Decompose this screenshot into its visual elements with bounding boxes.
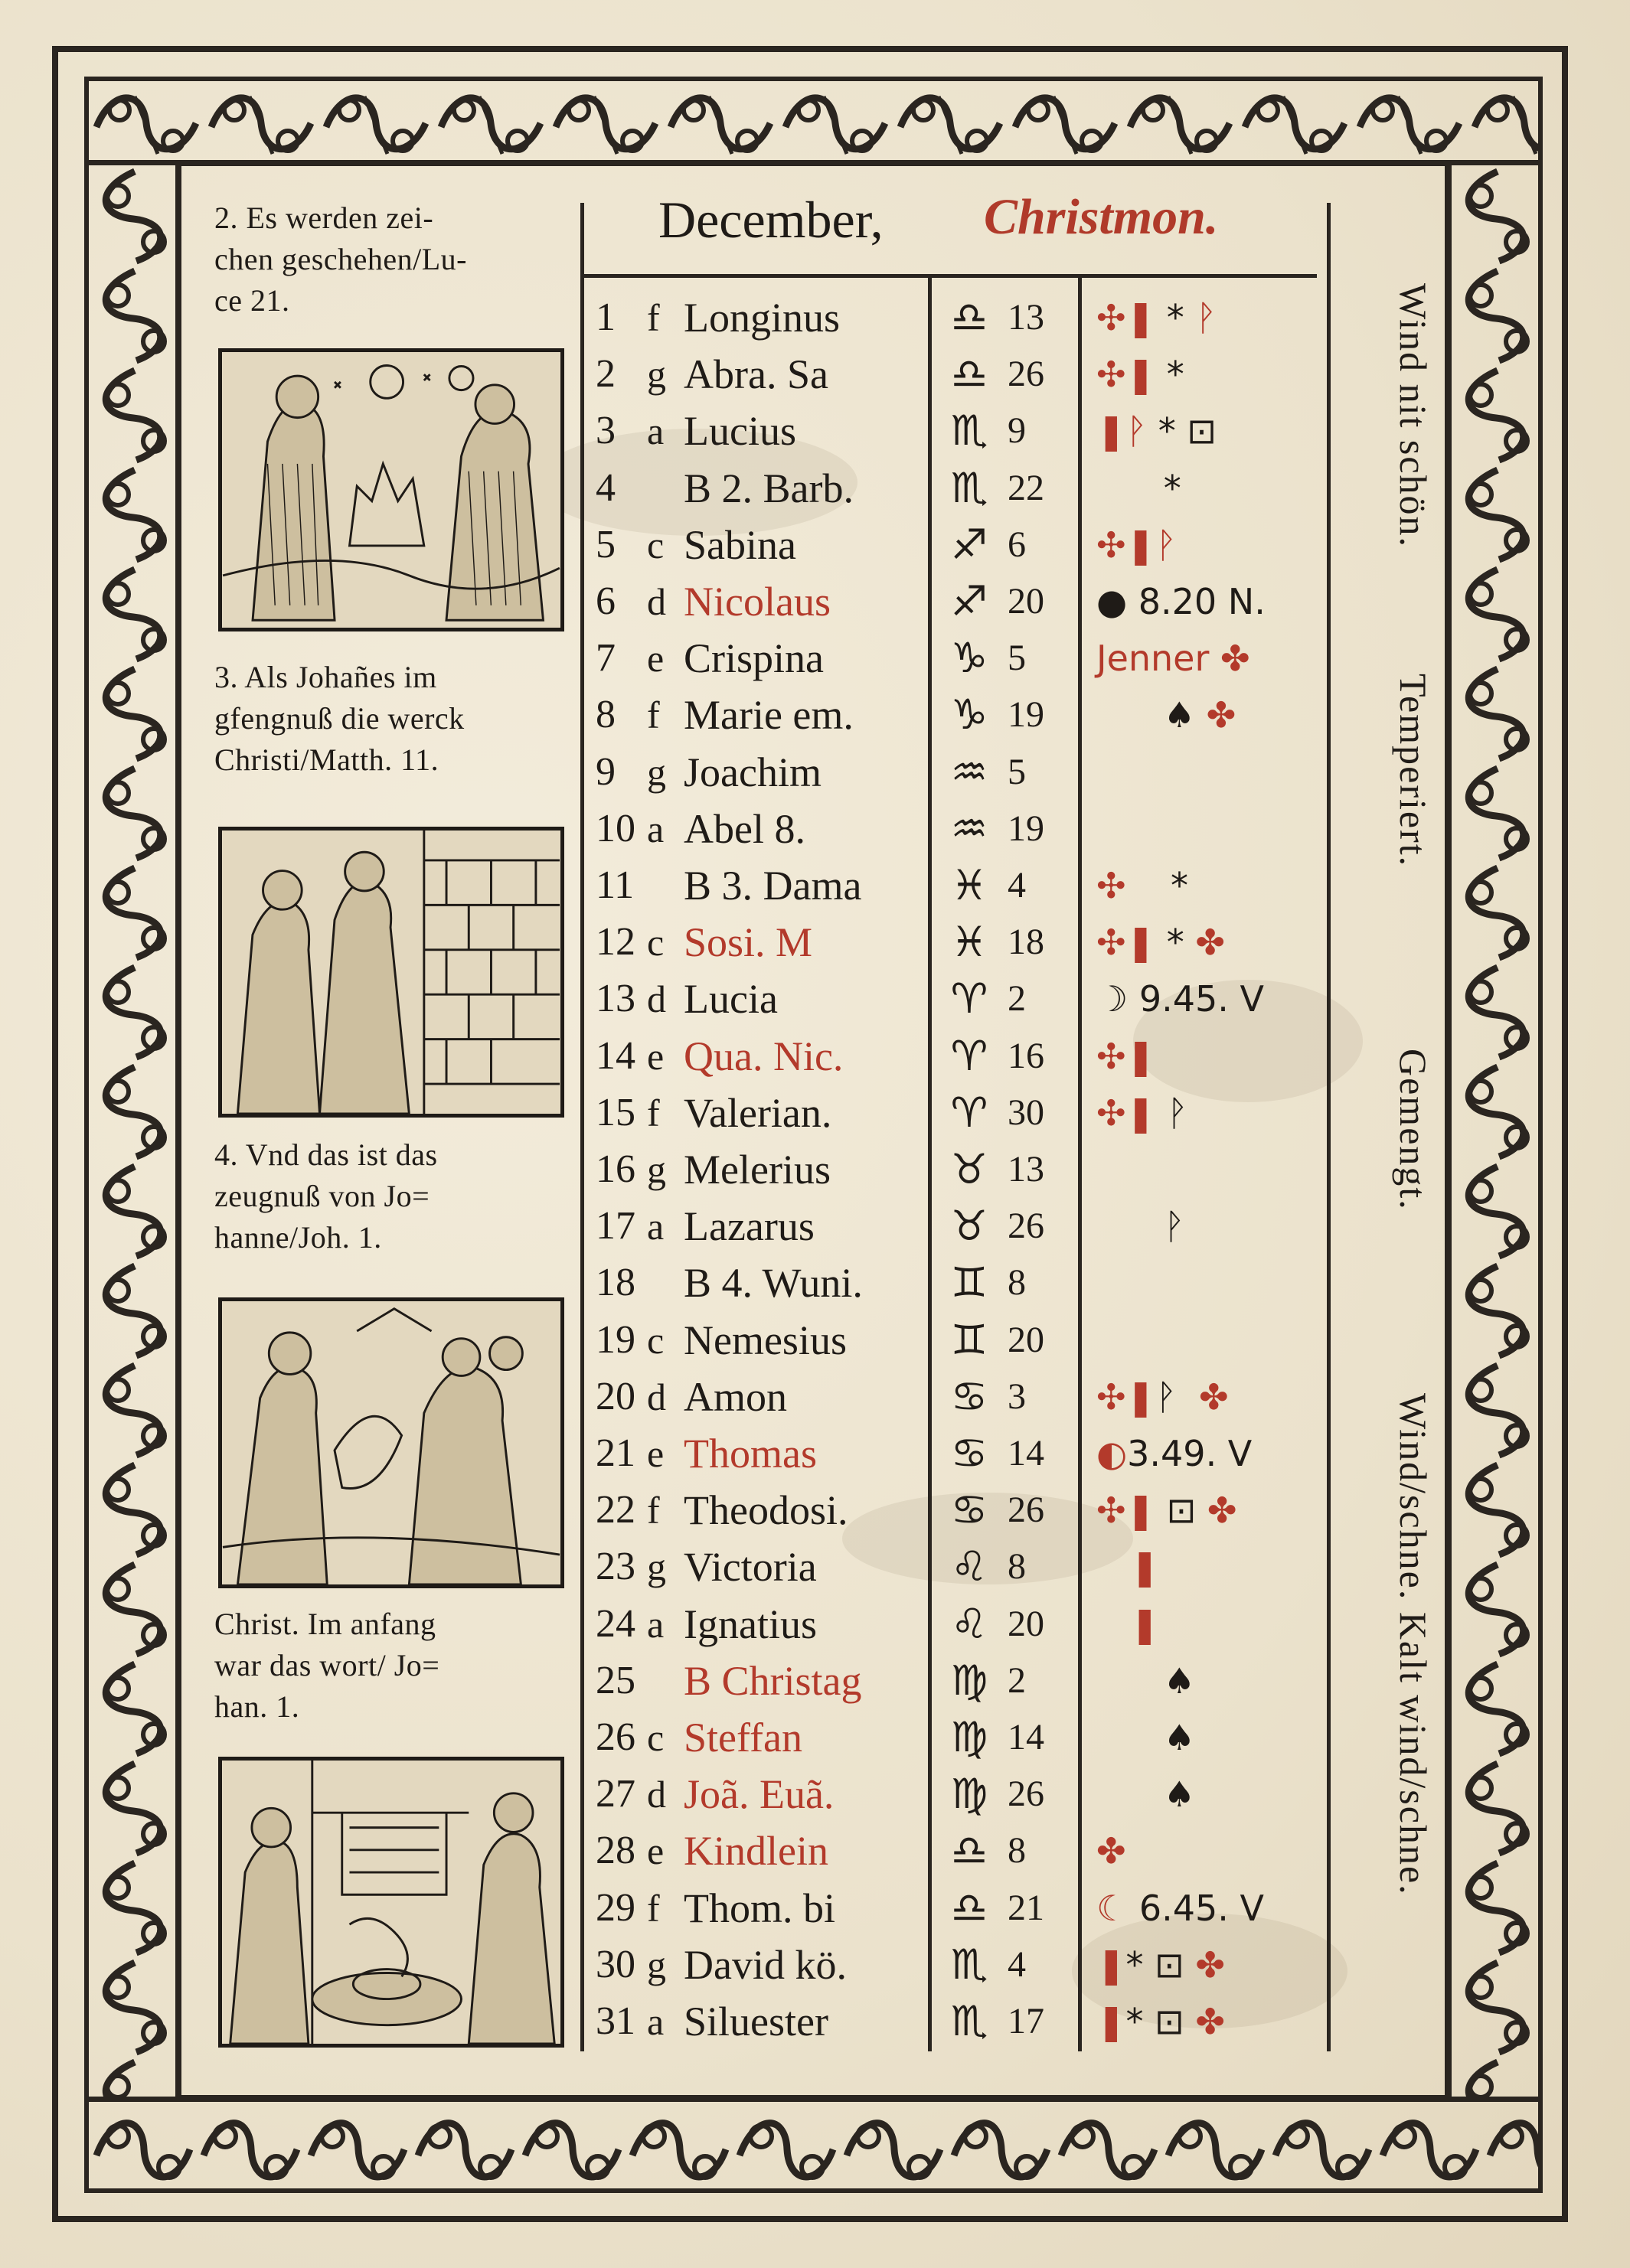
day-number: 28 <box>596 1829 635 1873</box>
dominical-letter: e <box>647 637 665 680</box>
zodiac-degree: 26 <box>1008 1774 1044 1815</box>
sign-glyph: * <box>1155 297 1196 338</box>
sign-glyph: ♠ <box>1096 694 1207 736</box>
dominical-letter: g <box>647 353 666 396</box>
cancer-icon: ♋ <box>950 1429 988 1477</box>
dominical-letter: f <box>647 1489 660 1532</box>
gemini-icon: ♊ <box>950 1258 988 1307</box>
gospel-text-3: 4. Vnd das ist das zeugnuß von Jo= hanne/Joh. 1. <box>214 1137 438 1255</box>
astrological-signs <box>1096 1425 1326 1482</box>
sign-glyph: * <box>1155 922 1196 964</box>
sign-glyph: ❚ <box>1096 1603 1160 1645</box>
gospel-text-2: 3. Als Johañes im gfengnuß die werck Christi/Matth. 11. <box>214 660 465 777</box>
zodiac-degree: 26 <box>1008 1490 1044 1531</box>
gospel-text-4: Christ. Im anfang war das wort/ Jo= han. 1. <box>214 1607 440 1724</box>
calendar-row <box>0 1198 1455 1255</box>
sign-glyph: ❚ <box>1125 922 1156 964</box>
sign-glyph: ᚹ <box>1125 410 1148 452</box>
saint-name: B 4. Wuni. <box>684 1260 863 1307</box>
day-number: 7 <box>596 636 616 680</box>
sign-glyph: ❚ <box>1096 1943 1126 1986</box>
astrological-signs <box>1096 1482 1326 1539</box>
astrological-signs <box>1096 346 1326 403</box>
zodiac-degree: 8 <box>1008 1830 1026 1872</box>
sign-glyph: ♠ <box>1096 1717 1195 1758</box>
day-number: 8 <box>596 693 616 737</box>
weather-note-4: Wind/schne. Kalt wind/schne. <box>1392 1393 1435 1896</box>
day-number: 3 <box>596 409 616 453</box>
zodiac-degree: 6 <box>1008 524 1026 565</box>
day-number: 12 <box>596 920 635 964</box>
zodiac-degree: 2 <box>1008 978 1026 1020</box>
zodiac-degree: 18 <box>1008 922 1044 963</box>
zodiac-degree: 8 <box>1008 1262 1026 1304</box>
dominical-letter: a <box>647 410 665 453</box>
dominical-letter: d <box>647 1375 666 1418</box>
saint-name: Siluester <box>684 1999 828 2044</box>
calendar-row <box>0 1141 1455 1198</box>
day-number: 31 <box>596 1999 635 2043</box>
day-number: 23 <box>596 1545 635 1589</box>
pisces-icon: ♓ <box>950 861 988 909</box>
sign-glyph: ❚ <box>1096 410 1126 452</box>
sign-glyph: ☾ <box>1096 1887 1129 1929</box>
sign-glyph: * <box>1125 865 1189 906</box>
zodiac-degree: 19 <box>1008 694 1044 736</box>
zodiac-degree: 19 <box>1008 808 1044 849</box>
sagittarius-icon: ♐ <box>950 520 988 569</box>
saint-name: Amon <box>684 1373 787 1420</box>
sign-glyph: ❚ <box>1096 1546 1160 1588</box>
saint-name: Nicolaus <box>684 579 831 625</box>
aquarius-icon: ♒ <box>950 747 988 796</box>
saint-name: Nemesius <box>684 1317 847 1363</box>
calendar-row <box>0 1766 1455 1823</box>
scorpio-icon: ♏ <box>950 1940 988 1989</box>
dominical-letter: g <box>647 1943 666 1986</box>
zodiac-degree: 16 <box>1008 1035 1044 1076</box>
saint-name: Joachim <box>684 749 822 795</box>
sign-glyph: ☽ 9.45. V <box>1096 978 1264 1020</box>
day-number: 13 <box>596 977 635 1021</box>
sign-glyph: ● 8.20 N. <box>1096 581 1266 622</box>
calendar-row <box>0 1425 1455 1482</box>
calendar-row <box>0 289 1455 346</box>
saint-name: Lazarus <box>684 1203 815 1250</box>
astrological-signs <box>1096 1993 1326 2050</box>
calendar-row <box>0 801 1455 857</box>
sign-glyph: ◐ <box>1096 1433 1128 1474</box>
header-rule <box>582 274 1317 278</box>
cancer-icon: ♋ <box>950 1372 988 1421</box>
dominical-letter: e <box>647 1432 665 1475</box>
calendar-row <box>0 1369 1455 1425</box>
sign-glyph: ❚ <box>1125 1375 1156 1418</box>
aries-icon: ♈ <box>950 1088 988 1137</box>
sign-glyph: ✤ <box>1195 922 1225 964</box>
saint-name: David kö. <box>684 1941 847 1988</box>
taurus-icon: ♉ <box>950 1202 988 1251</box>
sign-glyph: ❚ <box>1096 2001 1126 2042</box>
aries-icon: ♈ <box>950 974 988 1023</box>
day-number: 20 <box>596 1374 635 1418</box>
calendar-row <box>0 630 1455 687</box>
astrological-signs <box>1096 914 1326 971</box>
pisces-icon: ♓ <box>950 918 988 967</box>
saint-name: B Christag <box>684 1657 862 1704</box>
dominical-letter: d <box>647 977 666 1021</box>
day-number: 10 <box>596 806 635 850</box>
astrological-signs <box>1096 1198 1326 1255</box>
zodiac-degree: 20 <box>1008 1603 1044 1644</box>
astrological-signs <box>1096 857 1326 914</box>
dominical-letter: c <box>647 1716 665 1759</box>
saint-name: Sabina <box>684 521 796 568</box>
saint-name: Thom. bi <box>684 1885 835 1931</box>
day-number: 14 <box>596 1033 635 1078</box>
zodiac-degree: 13 <box>1008 297 1044 338</box>
dominical-letter: d <box>647 1773 666 1816</box>
month-title: December, <box>658 191 884 249</box>
sign-glyph: ✣ <box>1096 297 1126 338</box>
sign-glyph: * ⊡ <box>1125 1943 1196 1986</box>
day-number: 21 <box>596 1431 635 1475</box>
day-number: 9 <box>596 749 616 794</box>
zodiac-degree: 2 <box>1008 1659 1026 1701</box>
sign-glyph: 6.45. V <box>1128 1887 1265 1929</box>
day-number: 27 <box>596 1772 635 1816</box>
zodiac-degree: 9 <box>1008 410 1026 452</box>
month-name: Christmon. <box>984 189 1219 245</box>
zodiac-degree: 4 <box>1008 865 1026 906</box>
scorpio-icon: ♏ <box>950 406 988 455</box>
libra-icon: ♎ <box>950 1826 988 1875</box>
astrological-signs <box>1096 1880 1326 1937</box>
sagittarius-icon: ♐ <box>950 577 988 625</box>
calendar-row <box>0 1028 1455 1085</box>
leo-icon: ♌ <box>950 1542 988 1591</box>
sign-glyph: ✤ <box>1195 2001 1225 2042</box>
zodiac-degree: 30 <box>1008 1092 1044 1133</box>
calendar-row <box>0 403 1455 459</box>
calendar-row <box>0 1255 1455 1311</box>
capricorn-icon: ♑ <box>950 634 988 683</box>
ornament-scroll-icon <box>89 81 1543 165</box>
day-number: 1 <box>596 295 616 339</box>
day-number: 15 <box>596 1090 635 1134</box>
calendar-row <box>0 346 1455 403</box>
sign-glyph: ✣ <box>1096 1035 1126 1077</box>
saint-name: Joã. Euã. <box>684 1771 835 1818</box>
calendar-row <box>0 517 1455 573</box>
dominical-letter: f <box>647 296 660 339</box>
saint-name: Melerius <box>684 1147 831 1193</box>
dominical-letter: a <box>647 1205 665 1248</box>
calendar-row <box>0 1312 1455 1369</box>
calendar-row <box>0 971 1455 1027</box>
sign-glyph: ᚹ <box>1096 1206 1185 1248</box>
ornament-band-right <box>1447 161 1543 2101</box>
astrological-signs <box>1096 1653 1326 1709</box>
zodiac-degree: 26 <box>1008 354 1044 395</box>
sign-glyph: ✤ <box>1206 694 1236 736</box>
zodiac-degree: 21 <box>1008 1887 1044 1928</box>
sign-glyph: ✤ <box>1207 1490 1237 1532</box>
calendar-row <box>0 1653 1455 1709</box>
virgo-icon: ♍ <box>950 1713 988 1761</box>
aries-icon: ♈ <box>950 1031 988 1080</box>
scorpio-icon: ♏ <box>950 463 988 512</box>
astrological-signs <box>1096 460 1326 517</box>
astrological-signs <box>1096 517 1326 573</box>
saint-name: Marie em. <box>684 692 854 739</box>
sign-glyph: ❚ <box>1125 1035 1156 1077</box>
calendar-row <box>0 914 1455 971</box>
day-number: 26 <box>596 1715 635 1759</box>
taurus-icon: ♉ <box>950 1145 988 1193</box>
capricorn-icon: ♑ <box>950 690 988 739</box>
gemini-icon: ♊ <box>950 1315 988 1364</box>
calendar-row <box>0 1823 1455 1879</box>
sign-glyph: 3.49. V <box>1127 1433 1253 1474</box>
astrological-signs <box>1096 1823 1326 1879</box>
sign-glyph: ᚹ <box>1155 1375 1177 1418</box>
saint-name: Abra. Sa <box>684 351 828 398</box>
saint-name: Qua. Nic. <box>684 1033 844 1079</box>
calendar-row <box>0 1539 1455 1595</box>
day-number: 29 <box>596 1885 635 1930</box>
gospel-text-1: 2. Es werden zei- chen geschehen/Lu- ce 21. <box>214 201 467 318</box>
libra-icon: ♎ <box>950 1883 988 1932</box>
dominical-letter: e <box>647 1034 665 1078</box>
saint-name: B 3. Dama <box>684 863 862 909</box>
saint-name: Longinus <box>684 295 841 341</box>
sign-glyph: ✣ <box>1096 865 1126 906</box>
day-number: 6 <box>596 579 616 623</box>
day-number: 22 <box>596 1488 635 1532</box>
ornament-band-top <box>84 77 1543 165</box>
dominical-letter: g <box>647 1545 666 1589</box>
calendar-row <box>0 1085 1455 1141</box>
libra-icon: ♎ <box>950 350 988 399</box>
saint-name: Ignatius <box>684 1601 817 1647</box>
calendar-row <box>0 1993 1455 2050</box>
zodiac-degree: 20 <box>1008 581 1044 622</box>
dominical-letter: c <box>647 921 665 964</box>
day-number: 2 <box>596 352 616 396</box>
sign-glyph: * <box>1155 354 1184 396</box>
saint-name: Thomas <box>684 1431 817 1477</box>
virgo-icon: ♍ <box>950 1656 988 1705</box>
sign-glyph: ᚹ <box>1155 1092 1188 1134</box>
sign-glyph: ❚ <box>1125 524 1156 566</box>
dominical-letter: a <box>647 807 665 850</box>
astrological-signs <box>1096 403 1326 459</box>
zodiac-degree: 13 <box>1008 1149 1044 1189</box>
sign-glyph: ❚ <box>1125 1490 1156 1532</box>
day-number: 18 <box>596 1261 635 1305</box>
day-number: 24 <box>596 1601 635 1646</box>
zodiac-degree: 20 <box>1008 1319 1044 1360</box>
astrological-signs <box>1096 289 1326 346</box>
sign-glyph: ✣ <box>1096 1375 1126 1418</box>
astrological-signs <box>1096 1028 1326 1085</box>
day-number: 4 <box>596 465 616 510</box>
day-number: 11 <box>596 863 635 907</box>
zodiac-degree: 22 <box>1008 467 1044 508</box>
calendar-row <box>0 687 1455 743</box>
saint-name: Victoria <box>684 1544 817 1591</box>
zodiac-degree: 4 <box>1008 1943 1026 1985</box>
astrological-signs <box>1096 630 1326 687</box>
sign-glyph: Jenner ✤ <box>1096 638 1250 680</box>
saint-name: Lucia <box>684 976 778 1023</box>
astrological-signs <box>1096 1085 1326 1141</box>
calendar-row <box>0 460 1455 517</box>
weather-note-3: Gemengt. <box>1392 1049 1435 1211</box>
day-number: 17 <box>596 1204 635 1248</box>
astrological-signs <box>1096 1539 1326 1595</box>
zodiac-degree: 5 <box>1008 638 1026 679</box>
dominical-letter: a <box>647 2000 665 2043</box>
ornament-scroll-icon <box>1452 165 1543 2101</box>
zodiac-degree: 5 <box>1008 751 1026 792</box>
dominical-letter: a <box>647 1602 665 1646</box>
astrological-signs <box>1096 573 1326 630</box>
sign-glyph: ᚹ <box>1195 297 1217 338</box>
calendar-row <box>0 857 1455 914</box>
zodiac-degree: 8 <box>1008 1546 1026 1588</box>
sign-glyph: ❚ <box>1125 354 1156 396</box>
calendar-row <box>0 1709 1455 1766</box>
sign-glyph: ✤ <box>1096 1830 1126 1872</box>
sign-glyph: ᚹ <box>1155 524 1177 566</box>
cancer-icon: ♋ <box>950 1486 988 1535</box>
calendar-row <box>0 573 1455 630</box>
astrological-signs <box>1096 687 1326 743</box>
day-number: 25 <box>596 1658 635 1702</box>
dominical-letter: c <box>647 1318 665 1362</box>
saint-name: Kindlein <box>684 1828 828 1875</box>
sign-glyph: ⊡ <box>1155 1490 1207 1532</box>
saint-name: Valerian. <box>684 1089 832 1136</box>
sign-glyph: ✣ <box>1096 354 1126 396</box>
astrological-signs <box>1096 1596 1326 1653</box>
leo-icon: ♌ <box>950 1599 988 1648</box>
aquarius-icon: ♒ <box>950 804 988 853</box>
libra-icon: ♎ <box>950 293 988 341</box>
astrological-signs <box>1096 1709 1326 1766</box>
astrological-signs <box>1096 1766 1326 1823</box>
day-number: 16 <box>596 1147 635 1191</box>
sign-glyph: ❚ <box>1125 297 1156 338</box>
dominical-letter: f <box>647 1091 660 1134</box>
sign-glyph: ❚ <box>1125 1092 1156 1134</box>
calendar-row <box>0 744 1455 801</box>
day-number: 5 <box>596 522 616 566</box>
saint-name: B 2. Barb. <box>684 465 854 511</box>
saint-name: Lucius <box>684 408 796 455</box>
calendar-row <box>0 1937 1455 1993</box>
saint-name: Crispina <box>684 635 824 682</box>
calendar-row <box>0 1596 1455 1653</box>
day-number: 19 <box>596 1317 635 1362</box>
dominical-letter: g <box>647 750 666 794</box>
dominical-letter: d <box>647 580 666 623</box>
zodiac-degree: 14 <box>1008 1433 1044 1473</box>
saint-name: Abel 8. <box>684 805 805 852</box>
sign-glyph: ✣ <box>1096 922 1126 964</box>
zodiac-degree: 26 <box>1008 1206 1044 1247</box>
dominical-letter: f <box>647 693 660 737</box>
sign-glyph: * ⊡ <box>1125 2001 1196 2042</box>
saint-name: Theodosi. <box>684 1487 848 1534</box>
scorpio-icon: ♏ <box>950 1997 988 2045</box>
sign-glyph: ✣ <box>1096 1490 1126 1532</box>
sign-glyph: ✣ <box>1096 1092 1126 1134</box>
astrological-signs <box>1096 1369 1326 1425</box>
sign-glyph: ♠ <box>1096 1659 1195 1702</box>
dominical-letter: c <box>647 523 665 566</box>
dominical-letter: g <box>647 1148 666 1191</box>
zodiac-degree: 14 <box>1008 1717 1044 1757</box>
sign-glyph: ✤ <box>1176 1375 1229 1418</box>
sign-glyph: ✣ <box>1096 524 1126 566</box>
saint-name: Sosi. M <box>684 919 813 966</box>
astrological-signs <box>1096 971 1326 1027</box>
weather-note-1: Wind nit schön. <box>1392 283 1435 549</box>
virgo-icon: ♍ <box>950 1770 988 1819</box>
dominical-letter: f <box>647 1886 660 1930</box>
sign-glyph: * ⊡ <box>1147 410 1217 452</box>
ornament-scroll-icon <box>89 2102 1543 2193</box>
astrological-signs <box>1096 1937 1326 1993</box>
zodiac-degree: 17 <box>1008 2001 1044 2041</box>
weather-note-2: Temperiert. <box>1392 674 1435 868</box>
dominical-letter: e <box>647 1829 665 1873</box>
calendar-row <box>0 1482 1455 1539</box>
sign-glyph: * <box>1096 467 1181 509</box>
sign-glyph: ♠ <box>1096 1774 1195 1816</box>
ornament-band-bottom <box>84 2097 1543 2193</box>
zodiac-degree: 3 <box>1008 1375 1026 1417</box>
saint-name: Steffan <box>684 1715 802 1761</box>
calendar-row <box>0 1880 1455 1937</box>
sign-glyph: ✤ <box>1195 1943 1225 1986</box>
day-number: 30 <box>596 1942 635 1986</box>
